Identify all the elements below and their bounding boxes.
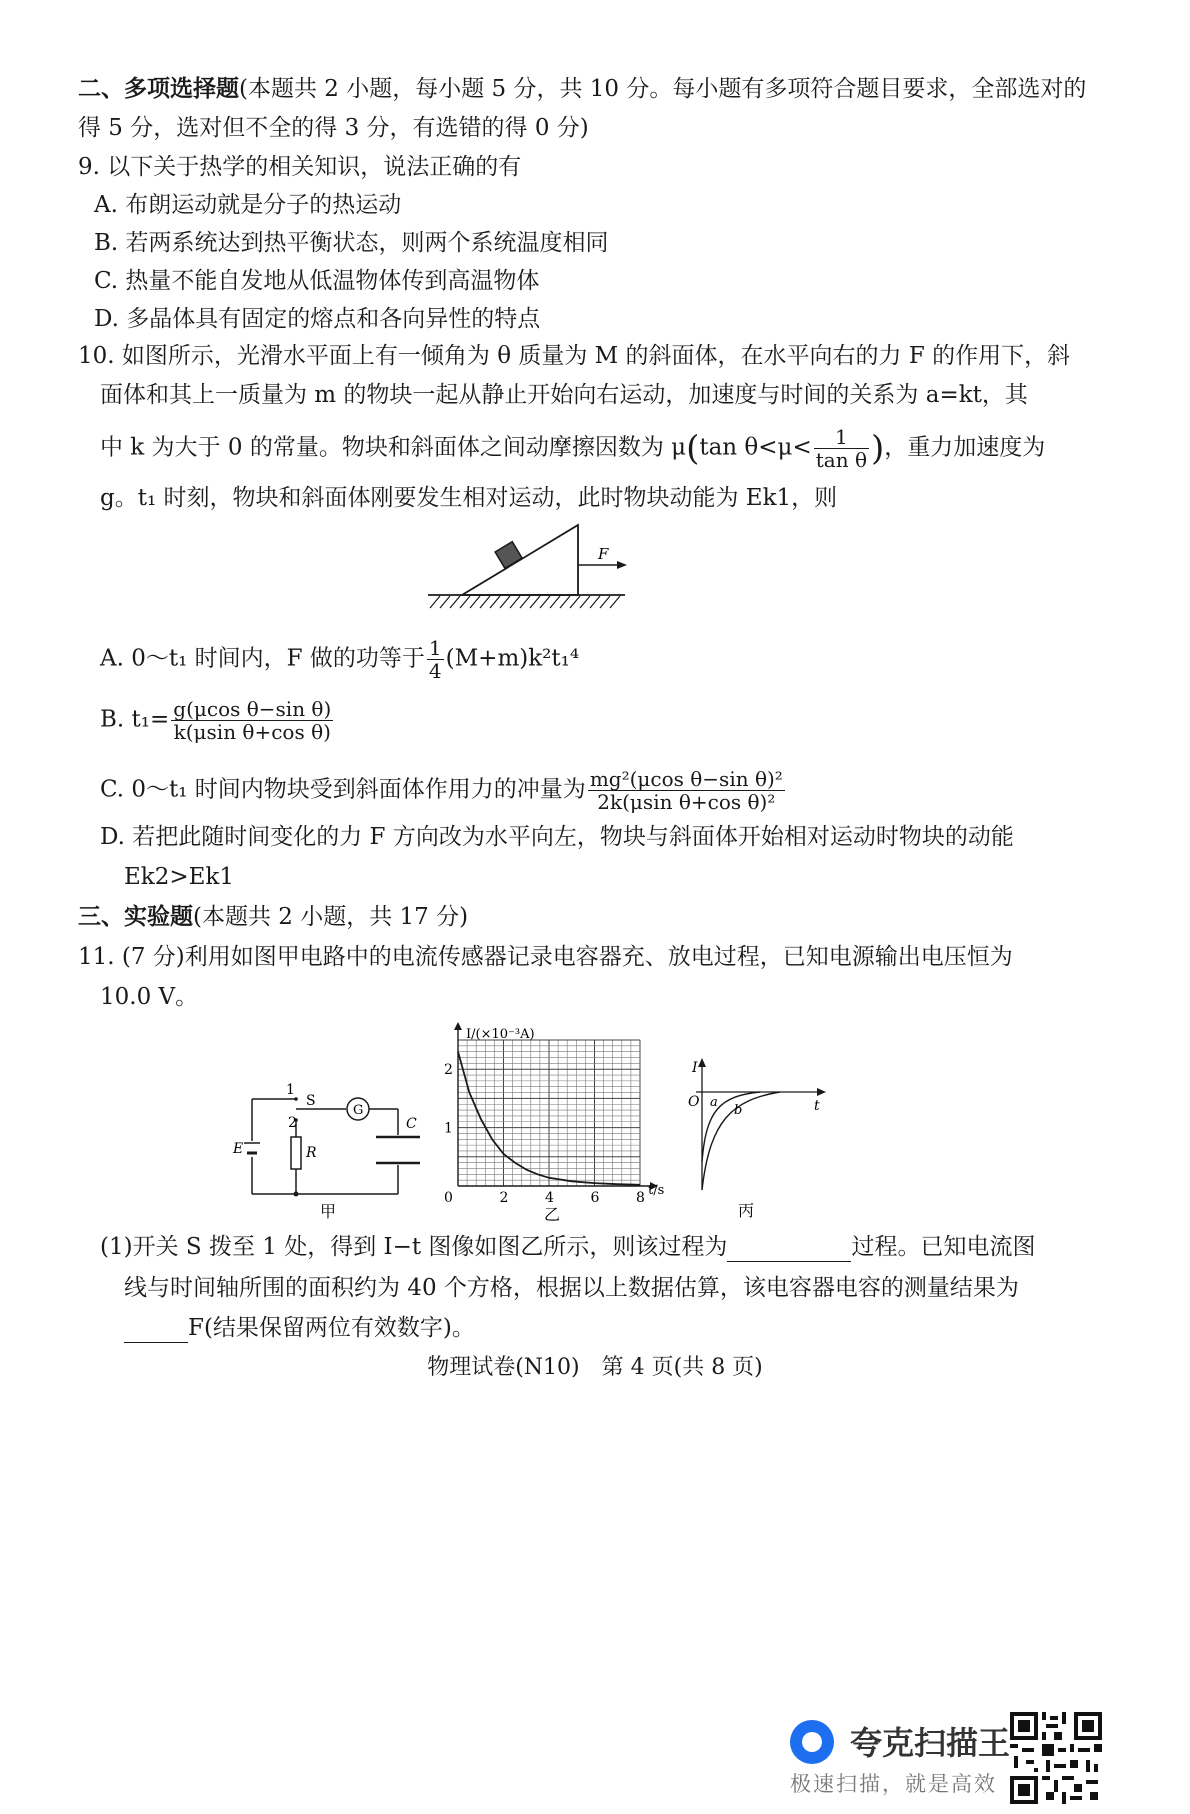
q10-a-pre: A. 0～t₁ 时间内，F 做的功等于 [100, 645, 425, 672]
answer-blank-capacitance[interactable] [124, 1320, 188, 1343]
q10-line-3c: ，重力加速度为 [884, 434, 1046, 461]
label-1: 1 [286, 1082, 295, 1098]
q10-a-frac [427, 637, 444, 682]
force-arrowhead [617, 561, 627, 569]
qr-code-icon [1010, 1712, 1102, 1804]
q10-line-1: 10. 如图所示，光滑水平面上有一倾角为 θ 质量为 M 的斜面体，在水平向右的力 F 的作用下，斜 [78, 343, 1071, 369]
chart-y-arrow [454, 1022, 462, 1030]
caption-bing: 丙 [738, 1201, 755, 1220]
frac-num: 1 [428, 636, 442, 660]
label-s: S [306, 1093, 316, 1109]
bing-t-arrow [817, 1088, 826, 1096]
incline-figure [420, 515, 635, 615]
q10-b-frac [171, 698, 333, 743]
label-r: R [306, 1145, 317, 1161]
q10-c-pre: C. 0～t₁ 时间内物块受到斜面体作用力的冲量为 [100, 776, 586, 803]
q11-line-1: 11. (7 分)利用如图甲电路中的电流传感器记录电容器充、放电过程，已知电源输出电压恒为 [78, 944, 1013, 970]
paren-open: ( [686, 428, 700, 469]
chart-x-tick-8: 8 [636, 1190, 645, 1206]
q10-option-d-1: D. 若把此随时间变化的力 F 方向改为水平向左，物块与斜面体开始相对运动时物块的动能 [100, 824, 1014, 850]
force-label: F [598, 545, 609, 563]
q10-option-d-2: Ek2>Ek1 [124, 864, 234, 890]
caption-yi: 乙 [544, 1205, 561, 1224]
scanner-brand-name: 夸克扫描王 [850, 1724, 1011, 1762]
paren-close: ) [871, 428, 885, 469]
frac-num: mg²(μcos θ−sin θ)² [589, 767, 783, 791]
q11-sub1a: (1)开关 S 拨至 1 处，得到 I−t 图像如图乙所示，则该过程为 [100, 1234, 728, 1260]
bing-i-arrow [698, 1058, 706, 1067]
circuit-figure [228, 1075, 438, 1225]
q10-line-3a: 中 k 为大于 0 的常量。物块和斜面体之间动摩擦因数为 μ [100, 434, 687, 461]
block [495, 542, 522, 569]
section-2-header [78, 74, 1086, 104]
q10-line-2: 面体和其上一质量为 m 的物块一起从静止开始向右运动，加速度与时间的关系为 a=kt，其 [100, 382, 1028, 408]
q11-sub1-line-2: 线与时间轴所围的面积约为 40 个方格，根据以上数据估算，该电容器电容的测量结果为 [124, 1275, 1019, 1301]
frac-den: k(μsin θ+cos θ) [173, 720, 331, 744]
q10-option-c [100, 768, 787, 813]
bing-label-o: O [688, 1094, 700, 1110]
q10-fraction [814, 426, 869, 471]
section-3-title: 三、实验题 [78, 904, 193, 930]
q9-option-c: C. 热量不能自发地从低温物体传到高温物体 [94, 268, 540, 294]
q10-c-frac [588, 768, 785, 813]
q10-b-pre: B. t₁= [100, 706, 170, 733]
page-footer: 物理试卷(N10) 第 4 页(共 8 页) [427, 1355, 763, 1380]
bing-label-t: t [814, 1098, 820, 1114]
label-c: C [406, 1116, 417, 1132]
chart-ylabel: I/(×10⁻³A) [466, 1027, 535, 1042]
resistor [291, 1137, 301, 1169]
caption-jia: 甲 [320, 1202, 337, 1221]
q10-option-a [100, 637, 579, 682]
frac-den: 2k(μsin θ+cos θ)² [597, 790, 776, 814]
label-g: G [353, 1103, 364, 1118]
chart-x-tick-4: 4 [545, 1190, 554, 1206]
bing-label-i: I [692, 1060, 698, 1076]
section-2-desc-2: 得 5 分，选对但不全的得 3 分，有选错的得 0 分) [78, 115, 589, 141]
q11-line-2: 10.0 V。 [100, 984, 199, 1010]
section-3-desc: (本题共 2 小题，共 17 分) [193, 904, 469, 930]
q10-line-3 [100, 426, 1045, 471]
label-e: E [233, 1141, 244, 1157]
frac-den: 4 [428, 659, 442, 683]
q9-option-d: D. 多晶体具有固定的熔点和各向异性的特点 [94, 306, 541, 332]
q11-sub1-line-1 [100, 1232, 1035, 1262]
q9-option-b: B. 若两系统达到热平衡状态，则两个系统温度相同 [94, 230, 609, 256]
q10-option-b [100, 698, 335, 743]
frac-num: g(μcos θ−sin θ) [173, 697, 332, 721]
chart-y-tick-2: 2 [444, 1062, 453, 1079]
bing-label-a: a [710, 1095, 718, 1110]
scanner-logo-icon [790, 1720, 834, 1764]
q10-line-4: g。t₁ 时刻，物块和斜面体刚要发生相对运动，此时物块动能为 Ek1，则 [100, 485, 838, 511]
chart-x-tick-6: 6 [590, 1190, 600, 1206]
q9-option-a: A. 布朗运动就是分子的热运动 [94, 192, 402, 218]
ground-hatching [430, 596, 620, 608]
label-2: 2 [288, 1115, 297, 1131]
q11-sub1b: 过程。已知电流图 [851, 1234, 1036, 1260]
chart-xlabel: t/s [648, 1183, 665, 1198]
chart-x-tick-0: 0 [444, 1190, 453, 1206]
chart-grid [458, 1040, 640, 1186]
section-2-desc: (本题共 2 小题，每小题 5 分，共 10 分。每小题有多项符合题目要求，全部选对的 [239, 76, 1087, 102]
chart-x-tick-2: 2 [499, 1190, 509, 1206]
answer-blank-process[interactable] [727, 1239, 851, 1262]
chart-axes [454, 1022, 658, 1190]
q10-line-3b: tan θ<μ< [699, 434, 812, 461]
bing-label-b: b [734, 1103, 743, 1118]
figure-bing [680, 1050, 830, 1225]
q9-stem: 9. 以下关于热学的相关知识，说法正确的有 [78, 154, 522, 180]
frac-den: tan θ [815, 448, 868, 472]
q11-sub1-line-3 [124, 1313, 475, 1343]
it-chart [436, 1018, 686, 1228]
scanner-slogan: 极速扫描，就是高效 [790, 1772, 997, 1796]
q11-sub1d: F(结果保留两位有效数字)。 [188, 1315, 475, 1341]
chart-y-tick-1: 1 [444, 1120, 453, 1137]
junction-dot [294, 1192, 299, 1197]
q10-a-post: (M+m)k²t₁⁴ [445, 645, 580, 672]
section-3-header [78, 902, 468, 932]
section-2-title: 二、多项选择题 [78, 76, 239, 102]
frac-num: 1 [814, 426, 869, 449]
